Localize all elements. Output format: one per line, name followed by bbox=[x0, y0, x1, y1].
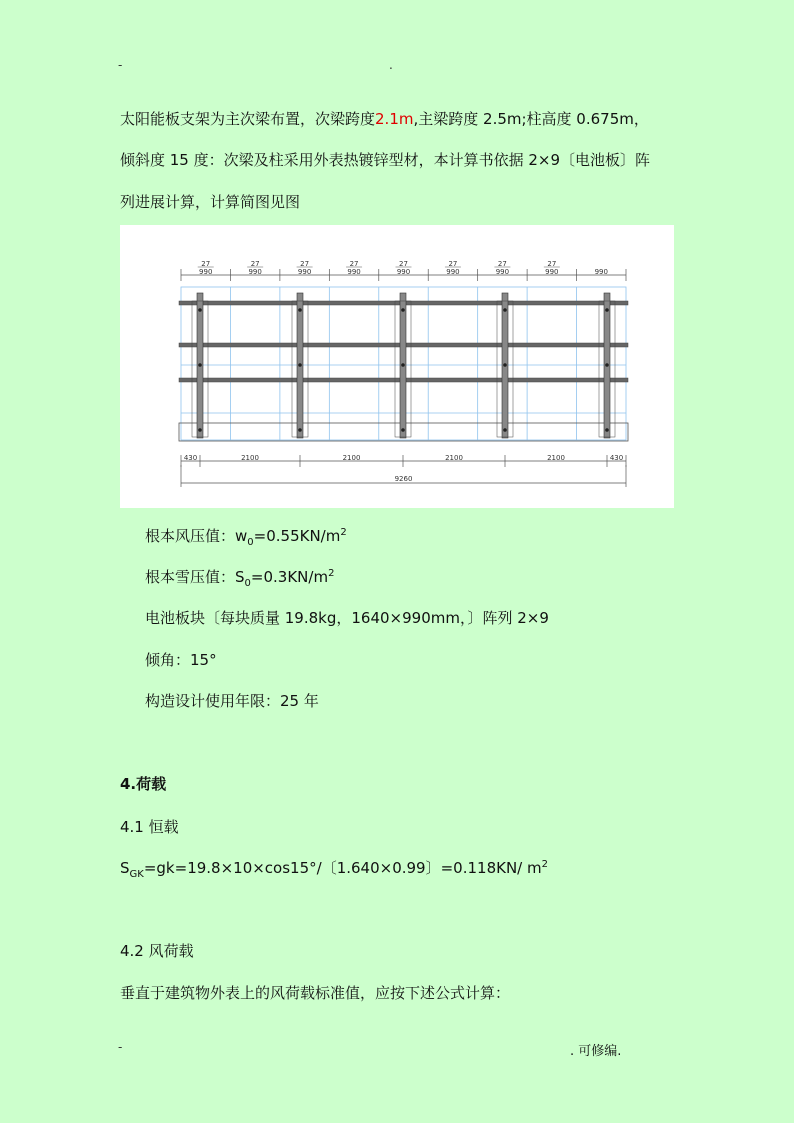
post-bolt bbox=[503, 308, 507, 312]
formula-body: =gk=19.8×10×cos15°/〔1.640×0.99〕=0.118KN/ m bbox=[143, 859, 542, 877]
section-4-2-title: 4.2 风荷载 bbox=[120, 942, 194, 960]
top-dimension-label: 990 bbox=[347, 268, 361, 276]
bottom-dimension-label: 2100 bbox=[445, 454, 463, 462]
post-bolt bbox=[503, 363, 507, 367]
post-bolt bbox=[605, 363, 609, 367]
param-snow-pressure bbox=[145, 567, 334, 587]
top-dimension-label: 990 bbox=[396, 268, 411, 276]
top-gap-label: 27 bbox=[399, 260, 408, 268]
post-bolt bbox=[298, 428, 302, 432]
post-bolt bbox=[298, 308, 302, 312]
array-layout-drawing bbox=[120, 225, 674, 508]
wind-load-text: 垂直于建筑物外表上的风荷载标准值，应按下述公式计算： bbox=[120, 984, 511, 1002]
bottom-dimension-label: 430 bbox=[183, 454, 198, 462]
top-dimension-label: 990 bbox=[248, 268, 262, 276]
top-gap-label: 27 bbox=[250, 260, 260, 268]
top-gap-label: 27 bbox=[300, 260, 310, 268]
footer-editable-note: . 可修编. bbox=[570, 1044, 622, 1059]
post-bolt bbox=[605, 308, 609, 312]
bottom-dimension-label: 2100 bbox=[241, 454, 259, 462]
top-gap-label: 27 bbox=[201, 260, 211, 268]
wind-sup: 2 bbox=[340, 527, 347, 538]
intro-line-3: 列进展计算，计算简图见图 bbox=[120, 193, 301, 211]
post-bolt bbox=[401, 308, 405, 312]
param-module: 电池板块〔每块质量 19.8kg，1640×990mm，〕阵列 2×9 bbox=[145, 609, 549, 627]
post-bolt bbox=[401, 363, 405, 367]
formula-symbol: S bbox=[120, 859, 130, 877]
post-bolt bbox=[198, 428, 202, 432]
top-dimension-label: 990 bbox=[297, 268, 312, 276]
wind-label: 根本风压值：w bbox=[145, 527, 248, 545]
top-dimension-group bbox=[181, 260, 626, 281]
intro-line-1-post: ,主梁跨度 2.5m;柱高度 0.675m， bbox=[413, 110, 649, 128]
top-gap-label: 27 bbox=[448, 260, 458, 268]
section-4-title: 4.荷载 bbox=[120, 775, 167, 793]
param-tilt: 倾角：15° bbox=[145, 651, 217, 669]
top-dimension-label: 990 bbox=[594, 268, 608, 276]
bottom-dimension-label: 430 bbox=[609, 454, 624, 462]
post-bolt bbox=[401, 428, 405, 432]
post-bolt bbox=[298, 363, 302, 367]
header-center-mark: . bbox=[389, 58, 393, 72]
post-group bbox=[192, 293, 615, 438]
intro-line-2: 倾斜度 15 度：次梁及柱采用外表热镀锌型材，本计算书依据 2×9〔电池板〕阵 bbox=[120, 151, 651, 169]
top-dimension-label: 990 bbox=[199, 268, 213, 276]
wind-sub: 0 bbox=[247, 537, 254, 548]
formula-sub: GK bbox=[129, 869, 144, 880]
snow-value: =0.3KN/m bbox=[250, 568, 329, 586]
intro-line-1 bbox=[120, 109, 649, 129]
total-dimension-label: 9260 bbox=[394, 475, 413, 483]
top-dimension-label: 990 bbox=[545, 268, 559, 276]
top-gap-label: 27 bbox=[547, 260, 557, 268]
intro-line-1-pre: 太阳能板支架为主次梁布置，次梁跨度 bbox=[120, 110, 376, 128]
bottom-dimension-label: 2100 bbox=[547, 454, 565, 462]
section-4-1-title: 4.1 恒载 bbox=[120, 818, 179, 836]
bottom-dimension-label: 2100 bbox=[342, 454, 361, 462]
post-bolt bbox=[503, 428, 507, 432]
param-wind-pressure bbox=[145, 526, 347, 546]
top-dimension-label: 990 bbox=[446, 268, 460, 276]
top-dimension-label: 990 bbox=[495, 268, 510, 276]
header-left-mark: - bbox=[118, 58, 123, 72]
dead-load-formula bbox=[120, 858, 548, 878]
formula-sup: 2 bbox=[541, 859, 548, 870]
footer-left-mark: - bbox=[118, 1040, 123, 1054]
post-bolt bbox=[605, 428, 609, 432]
snow-sup: 2 bbox=[328, 568, 335, 579]
array-layout-figure bbox=[120, 225, 674, 508]
secondary-span-value: 2.1m bbox=[375, 110, 414, 128]
snow-label: 根本雪压值：S bbox=[145, 568, 245, 586]
top-gap-label: 27 bbox=[497, 260, 507, 268]
snow-sub: 0 bbox=[244, 578, 251, 589]
wind-value: =0.55KN/m bbox=[253, 527, 341, 545]
post-bolt bbox=[198, 363, 202, 367]
top-gap-label: 27 bbox=[349, 260, 359, 268]
bottom-dimension-group bbox=[181, 454, 626, 487]
post-bolt bbox=[198, 308, 202, 312]
param-design-life: 构造设计使用年限：25 年 bbox=[145, 692, 319, 710]
